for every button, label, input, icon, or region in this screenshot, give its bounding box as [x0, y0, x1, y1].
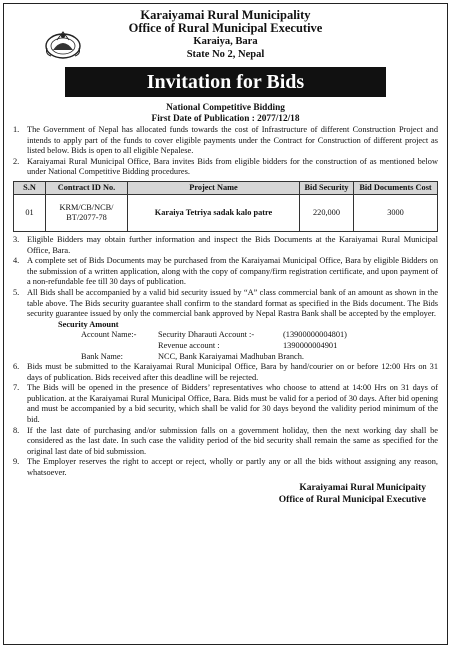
bank-name-row — [13, 352, 438, 363]
clause-number: 4. — [13, 256, 20, 266]
clause-number: 9. — [13, 457, 20, 467]
clause-number: 6. — [13, 362, 20, 372]
cell-doc-cost: 3000 — [354, 194, 438, 231]
clause-text: The Employer reserves the right to accept or reject, wholly or partly any or all the bids without assigning any reason, whatsoever. — [27, 457, 438, 478]
nepal-emblem-icon — [43, 28, 83, 60]
col-bid-security: Bid Security — [300, 181, 354, 194]
clause-1 — [13, 125, 438, 157]
col-contract-id: Contract ID No. — [46, 181, 128, 194]
bid-table — [13, 181, 438, 232]
signature-block — [13, 482, 438, 506]
clause-2 — [13, 157, 438, 178]
municipality-name: Karaiyamai Rural Municipality — [140, 8, 311, 22]
security-account-label: Security Dharauti Account :- — [158, 330, 255, 340]
clause-text: Karaiyamai Rural Municipal Office, Bara invites Bids from eligible bidders for the construction of as mentioned below under National Competitive Bidding procedures. — [27, 156, 438, 177]
notice-title-banner: Invitation for Bids — [65, 67, 386, 97]
clause-9 — [13, 457, 438, 478]
col-project-name: Project Name — [128, 181, 300, 194]
clause-8 — [13, 426, 438, 458]
clause-number: 3. — [13, 234, 20, 244]
col-doc-cost: Bid Documents Cost — [354, 181, 438, 194]
clause-text: All Bids shall be accompanied by a valid bid security issued by “A” class commercial bank of an amount as shown in the table above. The Bids security guarantee shall confirm to the standard format as specified in the Bids document. The Bids security guarantee issued by only the commercial bank approved by Nepal Rastra Bank shall be accepted by the employer. — [27, 287, 438, 319]
clause-6 — [13, 362, 438, 383]
security-account-row — [13, 330, 438, 341]
bank-name-value: NCC, Bank Karaiyamai Madhuban Branch. — [158, 351, 304, 361]
cell-contract-id: KRM/CB/NCB/ BT/2077-78 — [46, 194, 128, 231]
clause-text: Eligible Bidders may obtain further information and inspect the Bids Documents at the Karaiyamai Rural Municipal Office, Bara. — [27, 234, 438, 255]
clause-text: If the last date of purchasing and/or submission falls on a government holiday, then the next working day shall be considered as the last date. In such case the validity period of the bid security shall remain the same as specified for the original last date of bid submission. — [27, 425, 438, 456]
revenue-account-row — [13, 341, 438, 352]
clause-text: A complete set of Bids Documents may be purchased from the Karaiyamai Municipal Office, Bara by eligible Bidders on the submission of a written application, along with the copy of company/firm registration certificate, and upon payment of a non-refundable fee till 30 days of publication. — [27, 256, 438, 287]
clause-number: 2. — [13, 156, 20, 166]
revenue-account-label: Revenue account : — [158, 340, 220, 350]
bid-notice — [3, 3, 448, 645]
clause-number: 1. — [13, 125, 20, 134]
bank-name-label: Bank Name: — [81, 351, 123, 361]
security-account-number: (13900000004801) — [283, 330, 347, 340]
address-line: Karaiya, Bara — [193, 36, 258, 47]
account-name-label: Account Name:- — [81, 330, 137, 340]
clause-text: Bids must be submitted to the Karaiyamai Rural Municipal Office, Bara by hand/courier on or before 12:00 Hrs on 31 days of publication. Bids received after this deadline will be rejected. — [27, 362, 438, 382]
clause-3 — [13, 235, 438, 256]
notice-header — [13, 8, 438, 61]
clause-text: The Bids will be opened in the presence of Bidders’ representatives who choose to attend at 14:00 Hrs on 31 days of publication. at the Karaiyamai Rural Municipal Office, Bara. Bids must be valid for a period of 30 days. After bid opening and must be accompanied by a bid security, which shall be valid for 30 days beyond the validity period minimum of the bid. — [27, 383, 438, 425]
state-line: State No 2, Nepal — [186, 49, 265, 60]
revenue-account-number: 1390000004901 — [283, 340, 338, 350]
publication-date: First Date of Publication : 2077/12/18 — [151, 114, 300, 124]
table-header-row — [14, 181, 438, 194]
signature-municipality: Karaiyamai Rural Municipaity — [299, 482, 426, 493]
clause-number: 8. — [13, 425, 20, 435]
office-name: Office of Rural Municipal Executive — [128, 21, 323, 35]
clause-7 — [13, 383, 438, 425]
clause-5 — [13, 288, 438, 320]
signature-office: Office of Rural Municipal Executive — [278, 494, 426, 505]
clause-text: The Government of Nepal has allocated funds towards the cost of Infrastructure of different Construction Project and intends to apply part of the funds to cover eligible payments under the Contract for Construction of different project as listed below. Bids is open to all eligible Nepalese. — [27, 125, 438, 156]
col-sn: S.N — [14, 181, 46, 194]
cell-bid-security: 220,000 — [300, 194, 354, 231]
clause-number: 5. — [13, 287, 20, 297]
clause-4 — [13, 256, 438, 288]
clause-number: 7. — [13, 383, 20, 393]
security-amount-title: Security Amount — [58, 319, 119, 329]
table-row — [14, 194, 438, 231]
cell-project-name: Karaiya Tetriya sadak kalo patre — [128, 194, 300, 231]
cell-sn: 01 — [14, 194, 46, 231]
bidding-type: National Competitive Bidding — [166, 103, 285, 113]
